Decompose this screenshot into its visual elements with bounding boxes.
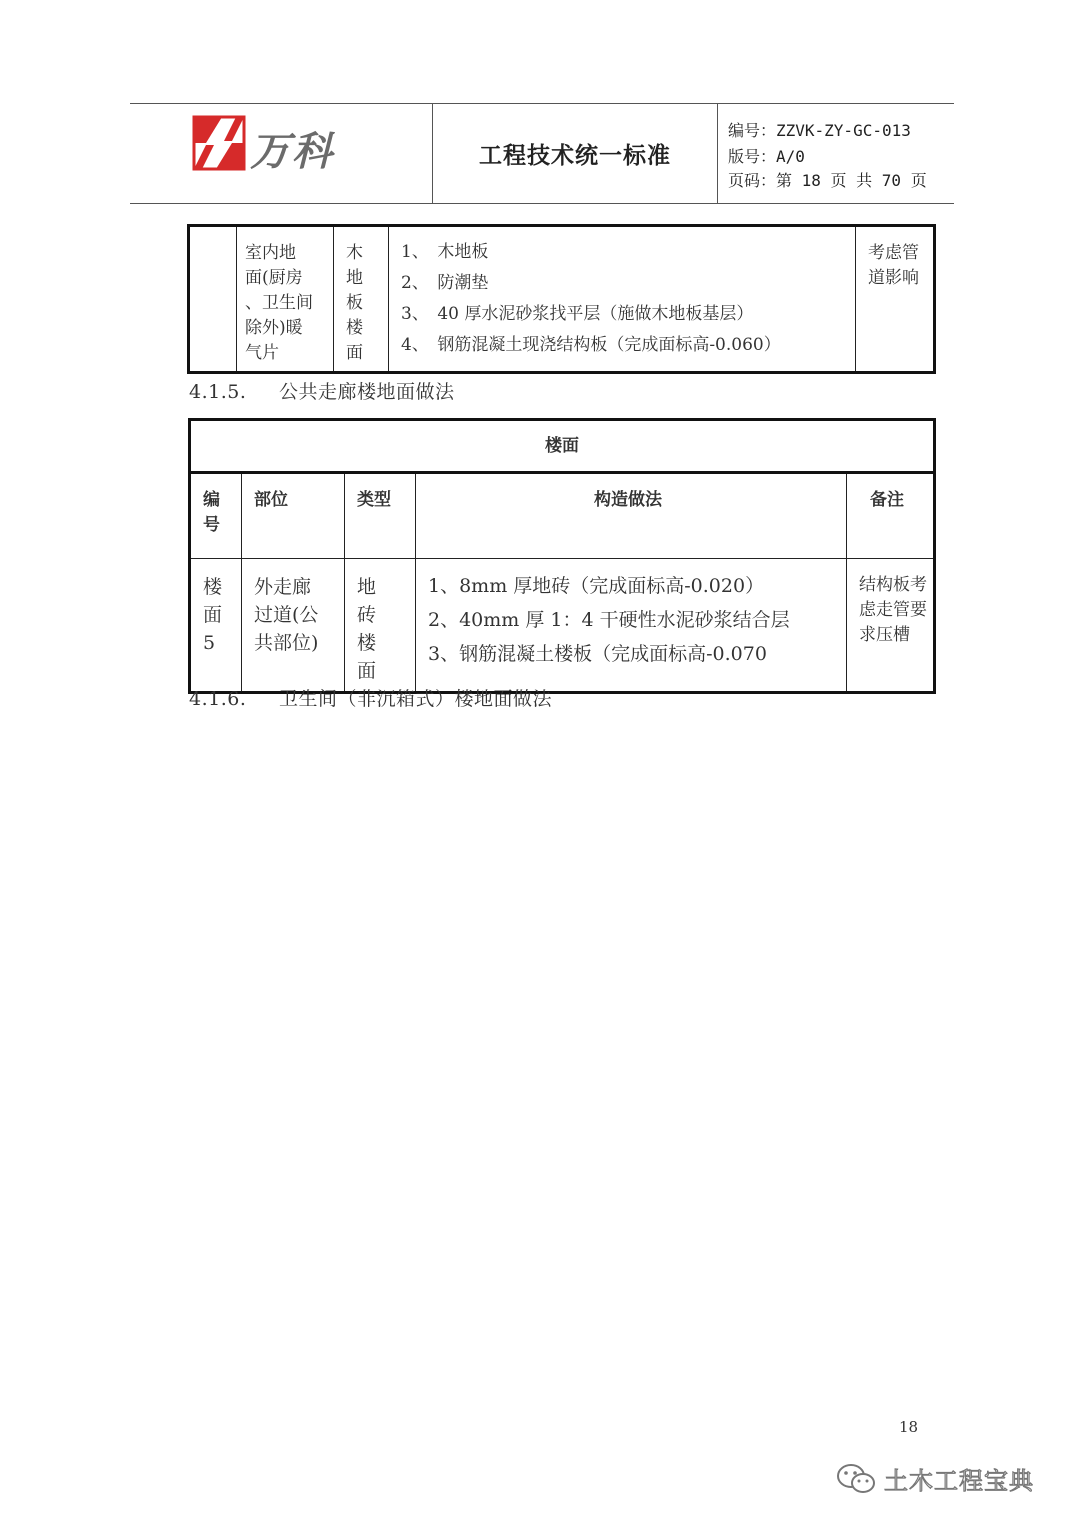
section-heading-4-1-5 [189, 377, 455, 404]
logo-cell [130, 104, 433, 203]
header-location: 部位 [242, 473, 345, 559]
row-remark-line: 结构板考 [859, 575, 927, 595]
row-remark-cell [847, 559, 935, 693]
row-id-line: 5 [203, 632, 216, 654]
location-line: 室内地 [245, 243, 296, 263]
header-remark: 备注 [847, 473, 935, 559]
row-type-cell [345, 559, 416, 693]
row-method-cell [416, 559, 847, 693]
floor-table-continued [187, 224, 936, 374]
row-id-line: 楼 [203, 576, 223, 598]
row-type-line: 楼 [357, 632, 377, 654]
method-step: 1、 木地板 [401, 242, 489, 262]
document-page: 页码：第 18 页 共 70 页 [728, 171, 927, 190]
type-line: 板 [346, 293, 363, 313]
header-id-line: 号 [203, 515, 220, 535]
row-location-line: 外走廊 [254, 576, 312, 598]
row-remark-line: 虑走管要 [859, 600, 927, 620]
header-type: 类型 [345, 473, 416, 559]
section-number: 4.1.5. [189, 381, 247, 403]
section-number: 4.1.6. [189, 688, 247, 710]
row-type-line: 地 [357, 576, 377, 598]
type-line: 楼 [346, 318, 363, 338]
row-method-step: 1、8mm 厚地砖（完成面标高-0.020） [428, 575, 765, 597]
id-cell [189, 226, 237, 373]
table-title: 楼面 [190, 420, 935, 473]
location-line: 气片 [245, 343, 279, 363]
type-line: 地 [346, 268, 363, 288]
meta-cell [718, 104, 954, 203]
document-version: 版号：A/0 [728, 147, 805, 166]
remark-line: 道影响 [868, 268, 919, 288]
method-step: 4、 钢筋混凝土现浇结构板（完成面标高-0.060） [401, 335, 781, 355]
row-location-line: 共部位) [254, 632, 319, 654]
location-cell [237, 226, 334, 373]
header-id [190, 473, 242, 559]
corridor-floor-table [188, 418, 936, 694]
logo-text: 万科 [250, 129, 334, 175]
type-line: 木 [346, 243, 363, 263]
row-type-line: 砖 [357, 604, 377, 626]
location-line: 、卫生间 [245, 293, 313, 313]
header-id-line: 编 [203, 490, 220, 510]
watermark-text: 土木工程宝典 [884, 1467, 1034, 1495]
row-method-step: 2、40mm 厚 1：4 干硬性水泥砂浆结合层 [428, 609, 790, 631]
section-heading-4-1-6 [189, 684, 552, 711]
title-cell [433, 104, 718, 203]
row-method-step: 3、钢筋混凝土楼板（完成面标高-0.070 [428, 643, 767, 665]
row-id-line: 面 [203, 604, 223, 626]
remark-cell [856, 226, 935, 373]
wechat-icon [836, 1462, 876, 1496]
document-title: 工程技术统一标准 [479, 143, 671, 169]
type-cell [334, 226, 389, 373]
row-remark-line: 求压槽 [859, 625, 910, 645]
type-line: 面 [346, 343, 363, 363]
document-header [130, 103, 954, 204]
vanke-logo-icon [192, 115, 246, 171]
page-number: 18 [899, 1418, 919, 1436]
header-method: 构造做法 [416, 473, 847, 559]
row-type-line: 面 [357, 660, 377, 682]
section-title: 公共走廊楼地面做法 [279, 381, 455, 403]
section-title: 卫生间（非沉箱式）楼地面做法 [279, 688, 553, 710]
location-line: 除外)暖 [245, 318, 303, 338]
document-code: 编号：ZZVK-ZY-GC-013 [728, 121, 911, 140]
row-location-cell [242, 559, 345, 693]
method-step: 2、 防潮垫 [401, 273, 489, 293]
row-location-line: 过道(公 [254, 604, 319, 626]
method-step: 3、 40 厚水泥砂浆找平层（施做木地板基层） [401, 304, 754, 324]
watermark [836, 1461, 1034, 1496]
remark-line: 考虑管 [868, 243, 919, 263]
row-id-cell [190, 559, 242, 693]
method-cell [389, 226, 856, 373]
location-line: 面(厨房 [245, 268, 303, 288]
